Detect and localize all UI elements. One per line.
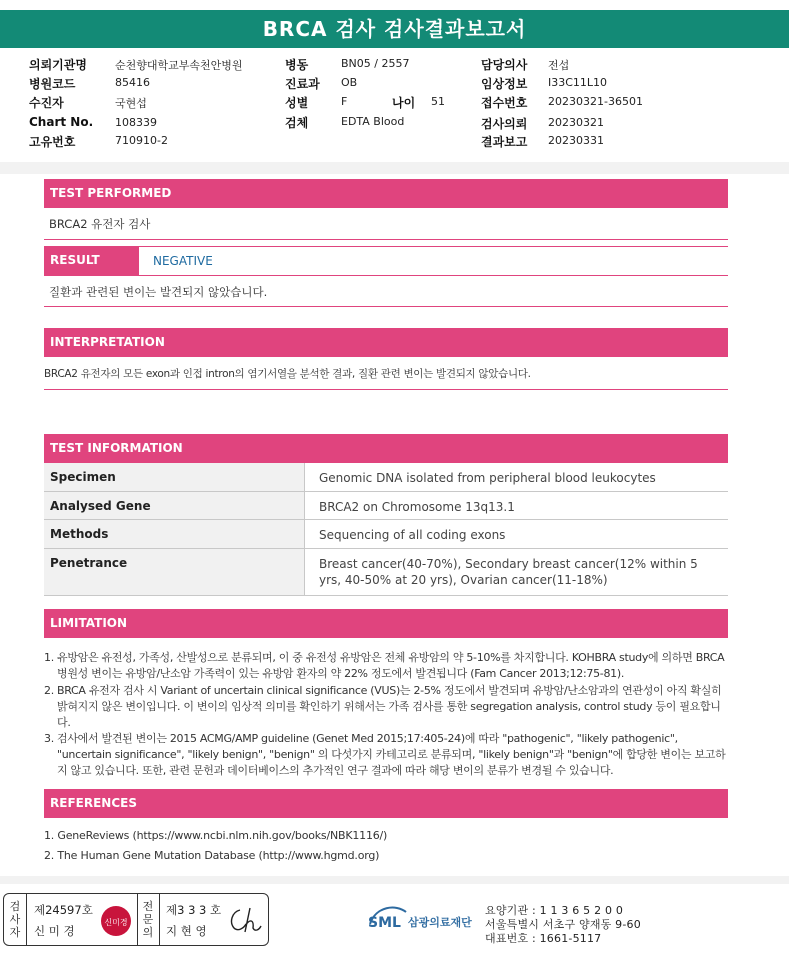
divider xyxy=(44,389,728,390)
references-heading: REFERENCES xyxy=(44,789,728,818)
list-item xyxy=(44,650,728,684)
table-row xyxy=(44,520,728,549)
label-hospital-code: 병원코드 xyxy=(29,77,76,91)
label-physician: 담당의사 xyxy=(481,58,528,72)
value-unique-no: 710910-2 xyxy=(115,134,168,147)
row-label: Analysed Gene xyxy=(44,492,305,519)
institution-address: 서울특별시 서초구 양재동 9-60 xyxy=(485,918,641,931)
examiner-license: 제24597호 xyxy=(34,903,93,917)
row-label: Penetrance xyxy=(44,549,305,595)
label-department: 진료과 xyxy=(285,77,320,91)
sml-logo-icon xyxy=(366,902,408,932)
row-value: BRCA2 on Chromosome 13q13.1 xyxy=(319,500,515,514)
value-hospital-code: 85416 xyxy=(115,76,150,89)
list-item xyxy=(44,731,728,779)
reference-item: 2. The Human Gene Mutation Database (http://www.hgmd.org) xyxy=(44,849,380,862)
result-value: NEGATIVE xyxy=(139,246,728,275)
divider xyxy=(44,275,728,276)
label-clinical-info: 임상정보 xyxy=(481,77,528,91)
interpretation-heading: INTERPRETATION xyxy=(44,328,728,357)
specialist-signature-icon xyxy=(226,904,264,936)
result-note: 질환과 관련된 변이는 발견되지 않았습니다. xyxy=(49,285,268,299)
label-chart-no: Chart No. xyxy=(29,115,94,129)
value-sex: F xyxy=(341,95,348,108)
row-label: Methods xyxy=(44,520,305,548)
test-performed-value: BRCA2 유전자 검사 xyxy=(49,217,151,231)
value-accession-no: 20230321-36501 xyxy=(548,95,643,108)
value-specimen: EDTA Blood xyxy=(341,115,405,128)
value-request-date: 20230321 xyxy=(548,116,604,129)
label-requesting-institution: 의뢰기관명 xyxy=(29,58,87,72)
divider xyxy=(44,239,728,240)
value-chart-no: 108339 xyxy=(115,116,157,129)
limitation-heading: LIMITATION xyxy=(44,609,728,638)
test-information-heading: TEST INFORMATION xyxy=(44,434,728,463)
value-requesting-institution: 순천향대학교부속천안병원 xyxy=(115,59,243,72)
examiner-seal-icon xyxy=(99,904,133,938)
value-age: 51 xyxy=(431,95,445,108)
label-request-date: 검사의뢰 xyxy=(481,117,528,131)
row-value: Sequencing of all coding exons xyxy=(319,528,506,542)
value-report-date: 20230331 xyxy=(548,134,604,147)
value-patient: 국현섭 xyxy=(115,97,147,110)
test-performed-heading: TEST PERFORMED xyxy=(44,179,728,208)
examiner-name: 신 미 경 xyxy=(34,924,75,938)
item-number: 3. xyxy=(44,732,54,745)
institution-code: 요양기관 : 1 1 3 6 5 2 0 0 xyxy=(485,904,624,917)
result-heading: RESULT xyxy=(44,246,139,275)
item-number: 2. xyxy=(44,684,54,697)
item-number: 1. xyxy=(44,651,54,664)
divider xyxy=(26,894,27,945)
specialist-name: 지 현 영 xyxy=(166,924,207,938)
svg-text:SML: SML xyxy=(368,915,401,931)
value-ward: BN05 / 2557 xyxy=(341,57,410,70)
row-label: Specimen xyxy=(44,463,305,491)
row-value: Breast cancer(40-70%), Secondary breast cancer(12% within 5 yrs, 40-50% at 20 yrs), Ovarian cancer(11-18%) xyxy=(319,557,698,587)
table-row xyxy=(44,492,728,520)
divider xyxy=(137,894,138,945)
institution-phone: 대표번호 : 1661-5117 xyxy=(485,932,602,945)
label-specimen: 검체 xyxy=(285,116,309,130)
report-title: BRCA 검사 검사결과보고서 xyxy=(0,10,789,48)
item-text: 유방암은 유전성, 가족성, 산발성으로 분류되며, 이 중 유전성 유방암은 전체 유방암의 약 5-10%를 차지합니다. KOHBRA study에 의하면 BRCA 병원성 변이는 유방암/난소암 가족력이 있는 유방암 환자의 약 22% 정도에서 발견됩니다 (Fam Cancer 2013;12:75-81). xyxy=(57,651,725,680)
footer-divider xyxy=(0,876,789,884)
label-unique-no: 고유번호 xyxy=(29,135,76,149)
divider xyxy=(159,894,160,945)
divider xyxy=(44,306,728,307)
interpretation-text: BRCA2 유전자의 모든 exon과 인접 intron의 염기서열을 분석한 결과, 질환 관련 변이는 발견되지 않았습니다. xyxy=(44,368,531,380)
value-clinical-info: I33C11L10 xyxy=(548,76,608,89)
row-value: Genomic DNA isolated from peripheral blood leukocytes xyxy=(319,471,656,485)
label-report-date: 결과보고 xyxy=(481,135,528,149)
label-age: 나이 xyxy=(392,96,416,110)
list-item xyxy=(44,683,728,731)
signature-box xyxy=(3,893,269,946)
item-text: 검사에서 발견된 변이는 2015 ACMG/AMP guideline (Genet Med 2015;17:405-24)에 따라 "pathogenic", "likely pathogenic", "uncertain significance", "likely benign", "benign" 의 다섯가지 카테고리로 분류되며, "likely benign"과 "benign"에 합당한 변이는 보고하지 않고 있습니다. 또한, 관련 문헌과 데이터베이스의 추가적인 연구 결과에 따라 해당 변이의 분류가 변경될 수 있습니다. xyxy=(57,732,726,777)
value-physician: 전섭 xyxy=(548,59,570,72)
specialist-license: 제3 3 3 호 xyxy=(166,903,222,917)
svg-text:신미경: 신미경 xyxy=(104,918,128,927)
institution-name: 삼광의료재단 xyxy=(408,916,472,929)
reference-item: 1. GeneReviews (https://www.ncbi.nlm.nih.gov/books/NBK1116/) xyxy=(44,829,388,842)
item-text: BRCA 유전자 검사 시 Variant of uncertain clinical significance (VUS)는 2-5% 정도에서 발견되며 유방암/난소암과의 연관성이 아직 확실히 밝혀지지 않은 변이입니다. 이 변이의 임상적 의미를 확인하기 위해서는 가족 검사를 통한 segregation analysis, control study 등이 필요합니다. xyxy=(57,684,722,729)
label-ward: 병동 xyxy=(285,58,309,72)
specialist-label: 전문의 xyxy=(142,900,154,939)
table-row xyxy=(44,549,728,596)
examiner-label: 검사자 xyxy=(9,900,21,939)
table-row xyxy=(44,463,728,492)
value-department: OB xyxy=(341,76,358,89)
label-patient: 수진자 xyxy=(29,96,64,110)
header-divider xyxy=(0,162,789,174)
label-sex: 성별 xyxy=(285,96,309,110)
label-accession-no: 접수번호 xyxy=(481,96,528,110)
patient-header xyxy=(0,54,789,154)
